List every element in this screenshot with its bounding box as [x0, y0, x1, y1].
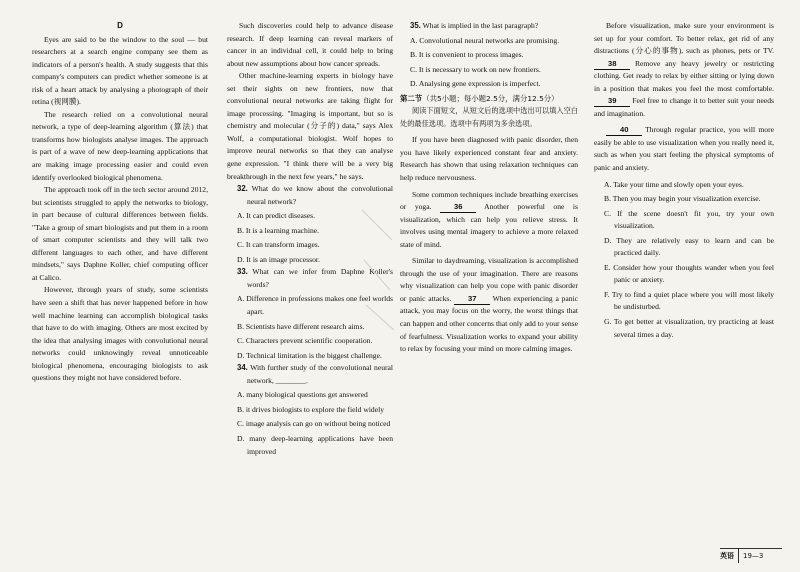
cloze-option[interactable]: E. Consider how your thoughts wander when you feel panic or anxiety. [604, 262, 774, 285]
question-32 [227, 183, 393, 266]
question-number: 34. [237, 363, 248, 373]
option[interactable]: A. It can predict diseases. [237, 211, 316, 221]
question-number: 33. [237, 267, 248, 277]
cloze-text: Similar to daydreaming, visualization is accomplished through the use of your imagination. There are reasons why visualization can help you cope with panic disorder or panic attacks. [400, 256, 578, 303]
cloze-text: Another powerful one is visualization, which can help you relieve stress. It involves using mental imagery to achieve a more relaxed state of mind. [400, 202, 578, 249]
option[interactable]: A. many biological questions get answered [237, 390, 368, 400]
question-33 [227, 266, 393, 362]
column-2 [227, 20, 393, 458]
question-34 [227, 362, 393, 458]
cloze-text: Some common techniques include breathing exercises or yoga. [400, 189, 578, 212]
cloze-paragraph [594, 124, 774, 174]
question-stem: What do we know about the convolutional neural network? [247, 184, 393, 206]
cloze-option[interactable]: G. To get better at visualization, try practicing at least several times a day. [604, 317, 774, 339]
cloze-options [594, 179, 774, 342]
cloze-text: Remove any heavy jewelry or restricting clothing. Get ready to relax by either sitting or lying down in a position that makes you feel the most comfortable. [594, 58, 774, 93]
option[interactable]: C. It is necessary to work on new frontiers. [410, 64, 541, 74]
blank-40[interactable]: 40 [606, 125, 642, 136]
question-stem: What is implied in the last paragraph? [422, 21, 539, 30]
blank-39[interactable]: 39 [594, 96, 630, 107]
option[interactable]: A. Difference in professions makes one feel worlds apart. [237, 294, 393, 317]
part-2-title: 第二节 [400, 93, 423, 103]
part-2-info: （共5小题；每小题2.5分，满分12.5分） [422, 93, 559, 103]
option[interactable]: C. Characters prevent scientific cooperation. [237, 336, 373, 346]
cloze-paragraph [594, 20, 774, 120]
cloze-option[interactable]: F. Try to find a quiet place where you will most likely be undisturbed. [604, 289, 774, 312]
option[interactable]: A. Convolutional neural networks are promising. [410, 35, 560, 45]
option[interactable]: D. many deep-learning applications have been improved [237, 433, 393, 456]
question-number: 35. [410, 21, 421, 30]
page-footer [720, 548, 782, 563]
cloze-text: Through regular practice, you will more easily be able to use visualization when you really need it, such as when you start feeling the physical symptoms of panic and anxiety. [594, 125, 774, 173]
part-2-instruction: 阅读下面短文，从短文后的选项中选出可以填入空白处的最佳选项。选项中有两项为多余选项。 [400, 106, 578, 128]
question-35 [400, 20, 578, 91]
blank-37[interactable]: 37 [454, 294, 490, 305]
question-stem: What can we infer from Daphne Koller's words? [247, 267, 393, 289]
option[interactable]: B. it drives biologists to explore the field widely [237, 404, 385, 414]
passage-paragraph: Eyes are said to be the window to the soul — but researchers at a search engine company see them as indicators of a person's health. A study suggests that this company's computers can predict whether someone is at risk of a heart attack by analysing a photograph of their retina (视网膜). [32, 34, 208, 107]
option[interactable]: D. Analysing gene expression is imperfect. [410, 79, 541, 89]
cloze-text: When experiencing a panic attack, you may focus on the worry, the worst things that can happen and other concerns that only add to your sense of fearfulness. Visualization works to expand your ability to relax by focusing your mind on more calming images. [400, 293, 578, 354]
footer-subject: 英语 [720, 549, 739, 563]
passage-heading: D [117, 21, 123, 30]
option[interactable]: B. It is convenient to process images. [410, 50, 524, 60]
cloze-text: Before visualization, make sure your environment is set up for your comfort. To better relax, get rid of any distractions (分心的事物), such as phones, pets or TV. [594, 21, 774, 56]
question-number: 32. [237, 184, 248, 194]
cloze-text: Feel free to change it to better suit your needs and imagination. [594, 96, 774, 118]
blank-36[interactable]: 36 [440, 202, 476, 213]
column-1 [32, 20, 208, 385]
cloze-paragraph [400, 189, 578, 252]
option[interactable]: D. Technical limitation is the biggest challenge. [237, 350, 382, 360]
option[interactable]: C. It can transform images. [237, 240, 320, 250]
passage-paragraph: However, through years of study, some scientists have seen a shift that has never happened before in how well machine learning can accomplish biological tasks that have to do with imaging. Others are most excited by the idea that analysing images with convolutional neural networks could unknowingly reveal unnoticeable biological phenomena, encouraging biologists to ask questions they might not have considered before. [32, 285, 208, 383]
blank-38[interactable]: 38 [594, 59, 630, 70]
cloze-option[interactable]: D. They are relatively easy to learn and can be practiced daily. [604, 235, 774, 258]
option[interactable]: D. It is an image processor. [237, 254, 320, 264]
cloze-option[interactable]: C. If the scene doesn't fit you, try your own visualization. [604, 208, 774, 231]
passage-paragraph: Other machine-learning experts in biology have set their sights on new frontiers, now that convolutional neural networks are taking flight for image processing. "Imaging is important, but so is chemistry and molecular (分子的) data," says Alex Wolf, a computational biologist. Wolf hopes to improve neural networks so that they can analyse gene expression. "I think there will be a very big breakthrough in the next few years," he says. [227, 71, 393, 181]
passage-paragraph: The research relied on a convolutional neural network, a type of deep-learning algorithm (算法) that transforms how biologists analyse images. The approach is part of a wave of new deep-learning applications that are making image processing easier and could even identify overlooked biological phenomena. [32, 109, 208, 182]
option[interactable]: B. Scientists have different research aims. [237, 321, 365, 331]
passage-paragraph: Such discoveries could help to advance disease research. If deep learning can reveal markers of cancer in an individual cell, it could help to bring about new assumptions about how cancer spreads. [227, 21, 393, 68]
option[interactable]: B. It is a learning machine. [237, 225, 320, 235]
cloze-paragraph: If you have been diagnosed with panic disorder, then you have likely experienced constant fear and anxiety. Research has shown that using relaxation techniques can help reduce nervousness. [400, 135, 578, 183]
option[interactable]: C. image analysis can go on without being noticed [237, 419, 391, 429]
cloze-option[interactable]: B. Then you may begin your visualization exercise. [604, 194, 761, 204]
passage-paragraph: The approach took off in the tech sector around 2012, but scientists struggled to apply the networks to biology, in part because of cultural differences between fields. "Take a group of smart biologists and put them in a room of smart computer scientists and they will talk two different languages to each other, and have different mindsets," says Daphne Koller, chief computing officer at Calico. [32, 185, 208, 282]
column-3 [400, 20, 578, 356]
question-stem: With further study of the convolutional neural network, ________. [247, 363, 393, 385]
footer-page: 19—3 [743, 552, 764, 560]
cloze-option[interactable]: A. Take your time and slowly open your eyes. [604, 179, 744, 189]
part-2-header [400, 93, 578, 106]
column-4 [594, 20, 774, 341]
cloze-paragraph [400, 255, 578, 355]
